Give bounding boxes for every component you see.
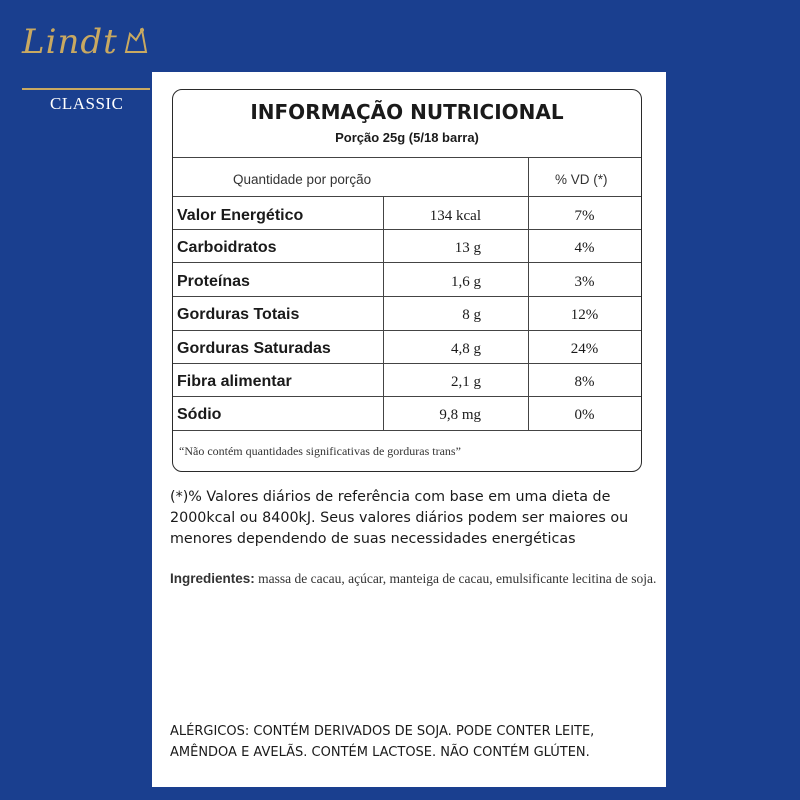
table-title: INFORMAÇÃO NUTRICIONAL: [250, 100, 564, 124]
table-row: [173, 366, 641, 399]
nutrient-vd: 8%: [574, 374, 595, 390]
nutrient-amount: 9,8 mg: [439, 407, 481, 423]
nutrient-amount: 1,6 g: [451, 274, 481, 290]
nutrient-name: Gorduras Totais: [177, 306, 300, 323]
header-quantity: Quantidade por porção: [233, 172, 372, 187]
label-panel: [152, 72, 666, 787]
divider: [173, 330, 641, 331]
brand-line: CLASSIC: [50, 94, 124, 113]
trans-fat-note: “Não contém quantidades significativas de gorduras trans”: [179, 444, 461, 458]
table-row: [173, 232, 641, 265]
divider: [173, 296, 641, 297]
ingredients-text: massa de cacau, açúcar, manteiga de cacau, emulsificante lecitina de soja.: [258, 571, 657, 586]
nutrition-table: [172, 89, 642, 472]
ingredients: [170, 568, 660, 590]
table-row: [173, 266, 641, 299]
divider: [173, 157, 641, 158]
brand-wordmark: Lindt: [22, 22, 118, 62]
header-vd: % VD (*): [555, 172, 608, 187]
nutrient-amount: 134 kcal: [429, 208, 481, 224]
nutrient-vd: 0%: [574, 407, 595, 423]
nutrient-name: Valor Energético: [177, 207, 304, 224]
nutrient-name: Carboidratos: [177, 239, 277, 256]
divider: [173, 262, 641, 263]
nutrient-name: Proteínas: [177, 273, 250, 290]
divider: [173, 363, 641, 364]
brand-divider: [22, 88, 150, 90]
nutrient-amount: 8 g: [462, 307, 481, 323]
divider: [173, 229, 641, 230]
divider: [173, 396, 641, 397]
nutrient-amount: 2,1 g: [451, 374, 481, 390]
allergens-warning: ALÉRGICOS: CONTÉM DERIVADOS DE SOJA. PODE CONTER LEITE, AMÊNDOA E AVELÃS. CONTÉM LACTOSE. NÃO CONTÉM GLÚTEN.: [170, 724, 595, 760]
divider: [173, 196, 641, 197]
nutrient-vd: 12%: [570, 307, 599, 323]
nutrient-amount: 13 g: [454, 240, 481, 256]
nutrient-name: Gorduras Saturadas: [177, 340, 331, 357]
nutrient-vd: 24%: [570, 341, 599, 357]
nutrient-vd: 4%: [574, 240, 595, 256]
ingredients-label: Ingredientes:: [170, 571, 255, 586]
nutrient-name: Fibra alimentar: [177, 373, 292, 390]
nutrient-vd: 7%: [574, 208, 595, 224]
table-row: [173, 299, 641, 332]
serving-size: Porção 25g (5/18 barra): [335, 130, 479, 145]
nutrient-vd: 3%: [574, 274, 595, 290]
nutrient-name: Sódio: [177, 406, 222, 423]
brand-logo: [22, 18, 154, 113]
nutrient-amount: 4,8 g: [451, 341, 481, 357]
table-row: [173, 399, 641, 432]
divider: [173, 430, 641, 431]
table-row: [173, 333, 641, 366]
crest-icon: [122, 26, 150, 56]
daily-value-footnote: (*)% Valores diários de referência com base em uma dieta de 2000kcal ou 8400kJ. Seus valores diários podem ser maiores ou menores dependendo de suas necessidades energéticas: [170, 489, 629, 547]
